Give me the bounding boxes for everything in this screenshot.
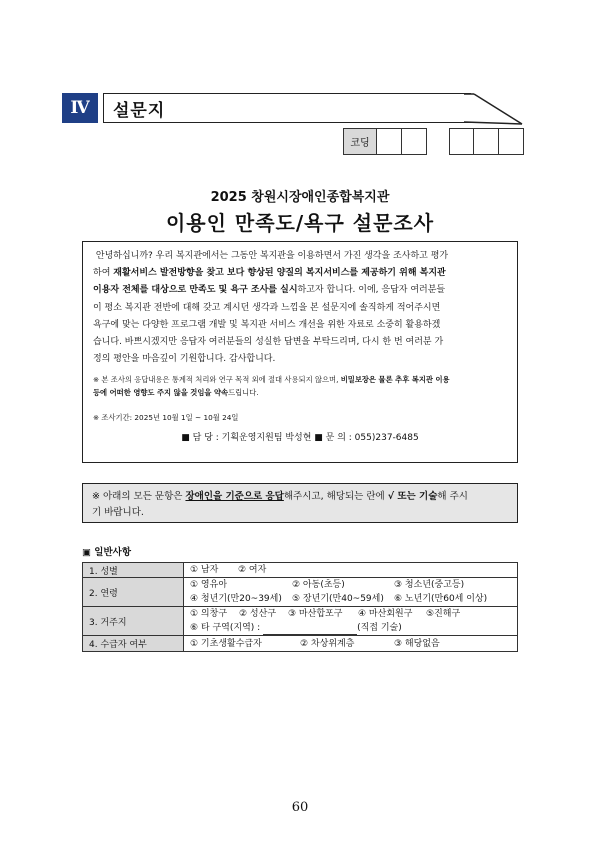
region-input[interactable] [263,624,357,635]
privacy-note: 등에 어떠한 영향도 주지 않을 것임을 약속드립니다. [93,388,259,398]
intro-line: 이 평소 복지관 전반에 대해 갖고 계시던 생각과 느낌을 본 설문지에 솔직하게 적어주시면 [93,302,441,313]
intro-line: 이용자 전체를 대상으로 만족도 및 욕구 조사를 실시하고자 합니다. 이에, 응답자 여러분들 [93,285,446,296]
privacy-note: ※ 본 조사의 응답내용은 통계적 처리와 연구 목적 외에 절대 사용되지 않으며, 비밀보장은 물론 추후 복지관 이용 [93,375,450,385]
page-number: 60 [291,800,309,815]
coding-box[interactable] [449,128,474,155]
option-female[interactable]: ② 여자 [238,565,267,575]
intro-line: 정의 평안을 마음깊이 기원합니다. 감사합니다. [93,354,276,365]
coding-box[interactable] [402,128,427,155]
survey-org-title: 2025 창원시장애인종합복지관 [210,190,390,205]
table-row [83,578,518,607]
general-heading: ▣ 일반사항 [82,547,131,558]
option-young-adult[interactable]: ④ 청년기(만20~39세) [190,594,282,604]
general-table [82,562,518,652]
coding-label: 코딩 [343,128,377,155]
option-uichang[interactable]: ① 의창구 [190,609,228,619]
intro-line: 안녕하십니까? 우리 복지관에서는 그동안 복지관을 이용하면서 가진 생각을 조사하고 평가 [95,251,449,261]
contact-info: ■ 담 당 : 기획운영지원팀 박성현 ■ 문 의 : 055)237-6485 [181,433,419,444]
question-label: 4. 수급자 여부 [83,636,184,652]
option-seongsan[interactable]: ② 성산구 [239,609,277,619]
options-cell [184,578,518,607]
coding-box[interactable] [499,128,524,155]
intro-line: 습니다. 바쁘시겠지만 응답자 여러분들의 성실한 답변을 부탁드리며, 다시 한 번 여러분 가 [93,337,444,348]
table-row [83,563,518,578]
intro-line: 욕구에 맞는 다양한 프로그램 개발 및 복지관 서비스 개선을 위한 자료로 소중히 활용하겠 [93,319,441,330]
coding-box[interactable] [377,128,402,155]
intro-line: 하여 재활서비스 발전방향을 찾고 보다 향상된 양질의 복지서비스를 제공하기 위해 복지관 [93,268,446,279]
option-child[interactable]: ② 아동(초등) [292,580,345,590]
option-youth[interactable]: ③ 청소년(중고등) [394,580,465,590]
option-middle-age[interactable]: ⑤ 장년기(만40~59세) [292,594,384,604]
option-other-region[interactable]: ⑥ 타 구역(지역) : (직접 기술) [190,623,402,633]
option-masan-happo[interactable]: ③ 마산합포구 [288,609,343,619]
options-cell [184,563,518,578]
table-row [83,636,518,652]
survey-title: 이용인 만족도/욕구 설문조사 [165,211,435,235]
option-near-poverty[interactable]: ② 차상위계층 [300,638,355,649]
section-number-badge: Ⅳ [62,93,98,123]
option-basic-livelihood[interactable]: ① 기초생활수급자 [190,638,262,649]
option-infant[interactable]: ① 영유아 [190,580,228,590]
question-label: 1. 성별 [83,563,184,578]
options-cell [184,607,518,636]
instruction-box: ※ 아래의 모든 문항은 장애인을 기준으로 응답해주시고, 해당되는 란에 √ 또는 기술해 주시 기 바랍니다. [82,483,518,523]
coding-box[interactable] [474,128,499,155]
options-cell [184,636,518,652]
survey-period: ※ 조사기간: 2025년 10월 1일 ~ 10월 24일 [93,413,239,423]
option-not-applicable[interactable]: ③ 해당없음 [394,638,440,649]
intro-box [82,241,518,463]
table-row [83,607,518,636]
option-male[interactable]: ① 남자 [190,565,219,575]
option-jinhae[interactable]: ⑤진해구 [426,609,461,619]
section-title: 설문지 [113,101,166,121]
option-masan-hoewon[interactable]: ④ 마산회원구 [358,609,413,619]
question-label: 2. 연령 [83,578,184,607]
section-header-slant [464,93,524,125]
option-senior[interactable]: ⑥ 노년기(만60세 이상) [394,594,488,604]
question-label: 3. 거주지 [83,607,184,636]
